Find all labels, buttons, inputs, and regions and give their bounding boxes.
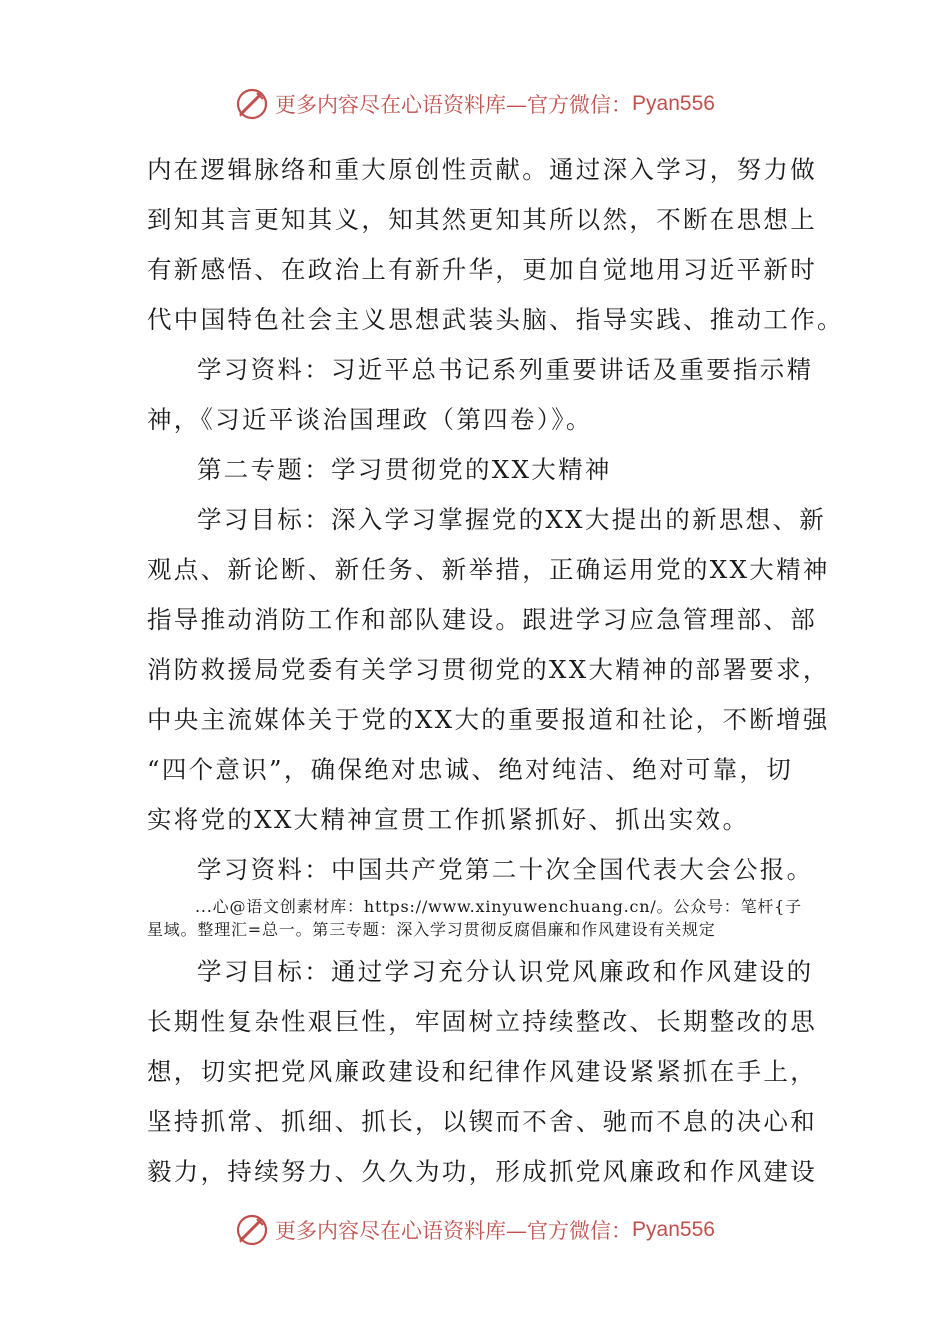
paragraph-goals-2 <box>147 495 830 845</box>
text-line: 中央主流媒体关于党的XX大的重要报道和社论，不断增强 <box>147 705 830 734</box>
text-line: 坚持抓常、抓细、抓长，以锲而不舍、驰而不息的决心和 <box>147 1107 817 1136</box>
paragraph-materials-2: 学习资料：中国共产党第二十次全国代表大会公报。 <box>197 855 814 884</box>
document-body <box>147 145 844 1197</box>
text-line: 想，切实把党风廉政建设和纪律作风建设紧紧抓在手上， <box>147 1057 817 1086</box>
paragraph-intro <box>147 145 844 345</box>
text-line: 观点、新论断、新任务、新举措，正确运用党的XX大精神 <box>147 555 830 584</box>
text-line: 神，《习近平谈治国理政（第四卷）》。 <box>147 405 593 434</box>
text-line: “四个意识”，确保绝对忠诚、绝对纯洁、绝对可靠，切 <box>147 755 794 784</box>
watermark-line: 星域。整理汇=总一。第三专题：深入学习贯彻反腐倡廉和作风建设有关规定 <box>147 920 716 939</box>
text-line: 到知其言更知其义，知其然更知其所以然，不断在思想上 <box>147 205 817 234</box>
pen-logo-icon <box>235 1213 269 1247</box>
topic-2-title: 第二专题：学习贯彻党的XX大精神 <box>197 455 612 484</box>
pen-logo-icon <box>235 87 269 121</box>
text-line: 消防救援局党委有关学习贯彻党的XX大精神的部署要求， <box>147 655 830 684</box>
text-line: 代中国特色社会主义思想武装头脑、指导实践、推动工作。 <box>147 305 844 334</box>
watermark-line: ...心@语文创素材库：https://www.xinyuwenchuang.cn/。公众号：笔杆{子 <box>195 897 802 916</box>
paragraph-materials-1 <box>147 345 814 445</box>
banner-wechat-id: Pyan556 <box>632 92 715 115</box>
text-line: 学习目标：深入学习掌握党的XX大提出的新思想、新 <box>197 505 827 534</box>
text-line: 长期性复杂性艰巨性，牢固树立持续整改、长期整改的思 <box>147 1007 817 1036</box>
text-line: 指导推动消防工作和部队建设。跟进学习应急管理部、部 <box>147 605 817 634</box>
text-line: 毅力，持续努力、久久为功，形成抓党风廉政和作风建设 <box>147 1157 817 1186</box>
text-line: 内在逻辑脉络和重大原创性贡献。通过深入学习，努力做 <box>147 155 817 184</box>
footer-banner <box>0 1210 950 1250</box>
text-line: 实将党的XX大精神宣贯工作抓紧抓好、抓出实效。 <box>147 805 750 834</box>
text-line: 学习资料：习近平总书记系列重要讲话及重要指示精 <box>197 355 814 384</box>
paragraph-goals-3 <box>147 947 817 1197</box>
watermark-text <box>147 895 807 941</box>
banner-text: 更多内容尽在心语资料库—官方微信： <box>275 1219 633 1243</box>
header-banner <box>0 84 950 124</box>
banner-text: 更多内容尽在心语资料库—官方微信： <box>275 93 633 117</box>
text-line: 有新感悟、在政治上有新升华，更加自觉地用习近平新时 <box>147 255 817 284</box>
text-line: 学习目标：通过学习充分认识党风廉政和作风建设的 <box>197 957 814 986</box>
banner-wechat-id: Pyan556 <box>632 1218 715 1241</box>
